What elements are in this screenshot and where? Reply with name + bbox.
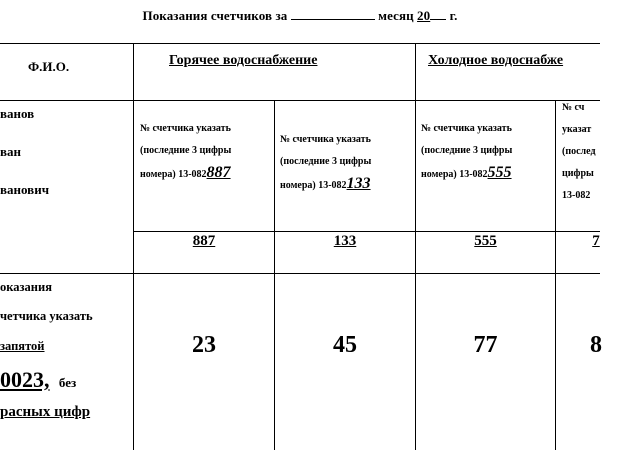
meter-cell-cold-2 — [562, 97, 602, 207]
reading-cold-2[interactable]: 8 — [590, 332, 602, 358]
code-hot-1: 887 — [192, 233, 216, 249]
meter-prefix: номера) 13-082 — [140, 169, 207, 180]
title-year: 20 — [417, 8, 431, 23]
title-middle: месяц — [378, 8, 414, 23]
page-title — [0, 7, 600, 24]
col-divider-hot-inner — [274, 100, 275, 450]
readings-instruction — [0, 276, 93, 422]
code-cold-1: 555 — [474, 233, 497, 249]
meter-text: 13-082 — [562, 190, 591, 201]
instr-line: без — [58, 375, 77, 390]
meter-digits[interactable]: 887 — [206, 164, 231, 181]
header-cold-water: Холодное водоснабже — [428, 53, 564, 68]
person-surname: ванов — [0, 106, 35, 121]
title-suffix: г. — [449, 8, 458, 23]
person-name — [0, 95, 49, 209]
title-prefix: Показания счетчиков за — [142, 8, 288, 23]
instr-line: оказания — [0, 280, 52, 294]
month-blank[interactable] — [291, 7, 375, 20]
meter-cell-cold-1 — [421, 118, 553, 186]
header-hot-water: Горячее водоснабжение — [169, 53, 318, 68]
code-cold-2: 7 — [592, 233, 600, 249]
meter-text: указат — [562, 124, 592, 135]
meter-text: цифры — [562, 168, 594, 179]
reading-hot-1[interactable]: 23 — [192, 332, 216, 358]
reading-hot-2[interactable]: 45 — [333, 332, 357, 358]
person-first-name: ван — [0, 144, 22, 159]
meter-text: (послед — [562, 146, 596, 157]
code-hot-2: 133 — [333, 233, 357, 249]
person-patronymic: ванович — [0, 182, 50, 197]
meter-cell-hot-2 — [280, 129, 412, 197]
instr-line: четчика указать — [0, 309, 93, 323]
meter-text: (последние 3 цифры — [140, 145, 232, 156]
header-bottom-border — [0, 100, 600, 101]
meter-text: № счетчика указать — [280, 134, 371, 145]
instr-line: запятой — [0, 339, 45, 353]
meter-text: (последние 3 цифры — [280, 156, 372, 167]
meter-text: № сч — [562, 102, 585, 113]
reading-cold-1[interactable]: 77 — [473, 332, 498, 358]
meter-text: (последние 3 цифры — [421, 145, 513, 156]
meter-text: № счетчика указать — [140, 123, 231, 134]
meter-digits[interactable]: 133 — [346, 175, 371, 192]
instr-example: 0023, — [0, 367, 50, 392]
year-blank[interactable] — [430, 7, 446, 20]
meter-prefix: номера) 13-082 — [421, 169, 488, 180]
col-divider-cold-inner — [555, 100, 556, 450]
meter-prefix: номера) 13-082 — [280, 180, 347, 191]
table-top-border — [0, 43, 600, 44]
header-fio: Ф.И.О. — [28, 59, 70, 74]
codes-bottom-border — [0, 273, 600, 274]
meter-digits[interactable]: 555 — [487, 164, 512, 181]
meter-text: № счетчика указать — [421, 123, 512, 134]
meter-cell-hot-1 — [140, 118, 272, 186]
instr-line: расных цифр — [0, 404, 91, 420]
meters-bottom-border — [133, 231, 600, 232]
